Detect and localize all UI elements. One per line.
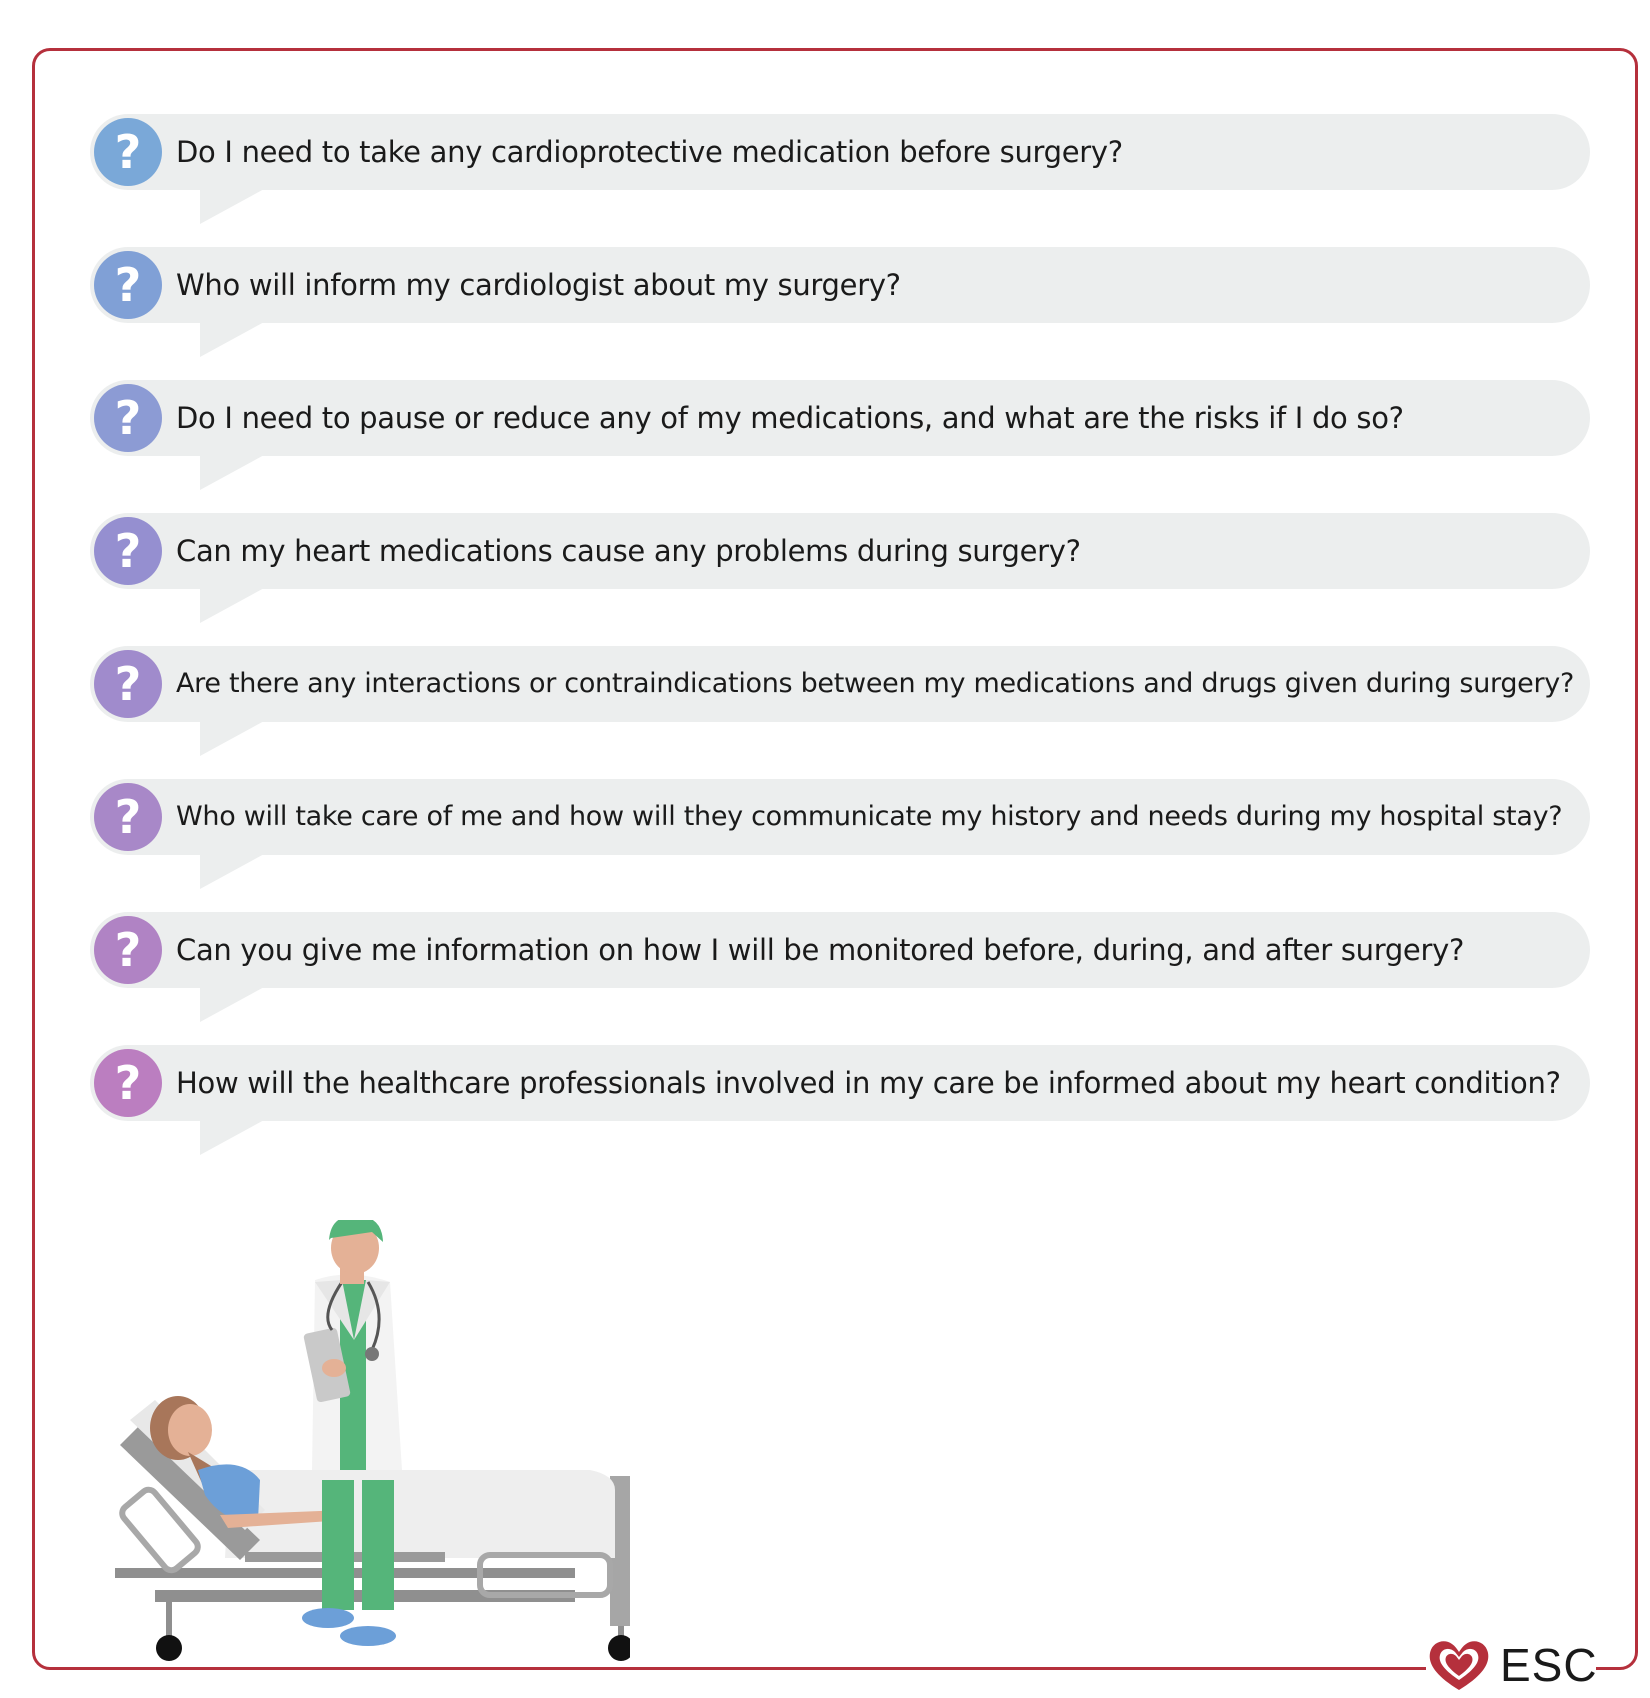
question-text: Can you give me information on how I will be monitored before, during, and after surgery? bbox=[176, 933, 1465, 967]
speech-bubble-tail bbox=[200, 321, 266, 357]
patient-doctor-illustration bbox=[110, 1220, 630, 1670]
question-mark-icon: ? bbox=[94, 118, 162, 186]
speech-bubble-tail bbox=[200, 986, 266, 1022]
speech-bubble-tail bbox=[200, 720, 266, 756]
question-text: Do I need to take any cardioprotective medication before surgery? bbox=[176, 135, 1123, 169]
question-item bbox=[90, 1045, 1590, 1121]
question-text: How will the healthcare professionals involved in my care be informed about my heart condition? bbox=[176, 1066, 1561, 1100]
speech-bubble-tail bbox=[200, 188, 266, 224]
doctor-hand bbox=[322, 1359, 346, 1377]
question-text: Do I need to pause or reduce any of my medications, and what are the risks if I do so? bbox=[176, 401, 1404, 435]
speech-bubble-tail bbox=[200, 853, 266, 889]
wheel-right-icon bbox=[608, 1635, 630, 1661]
question-item bbox=[90, 247, 1590, 323]
question-text: Who will take care of me and how will they communicate my history and needs during my hospital stay? bbox=[176, 801, 1563, 832]
speech-bubble-tail bbox=[200, 454, 266, 490]
question-mark-icon: ? bbox=[94, 517, 162, 585]
question-mark-icon: ? bbox=[94, 650, 162, 718]
esc-logo-text: ESC bbox=[1500, 1639, 1598, 1691]
esc-logo bbox=[1426, 1636, 1598, 1691]
speech-bubble-tail bbox=[200, 587, 266, 623]
doctor-shoe-right bbox=[340, 1626, 396, 1646]
wheel-left-icon bbox=[156, 1635, 182, 1661]
doctor-leg-left bbox=[322, 1480, 354, 1610]
question-text: Who will inform my cardiologist about my surgery? bbox=[176, 268, 901, 302]
question-item bbox=[90, 513, 1590, 589]
question-mark-icon: ? bbox=[94, 916, 162, 984]
question-mark-icon: ? bbox=[94, 251, 162, 319]
question-text: Can my heart medications cause any problems during surgery? bbox=[176, 534, 1081, 568]
question-item bbox=[90, 779, 1590, 855]
question-item bbox=[90, 912, 1590, 988]
heart-logo-icon bbox=[1426, 1636, 1492, 1694]
question-text: Are there any interactions or contraindications between my medications and drugs given during surgery? bbox=[176, 668, 1575, 699]
question-mark-icon: ? bbox=[94, 1049, 162, 1117]
patient-face bbox=[168, 1404, 212, 1456]
doctor-shoe-left bbox=[302, 1608, 354, 1628]
doctor-leg-right bbox=[362, 1480, 394, 1610]
question-item bbox=[90, 380, 1590, 456]
question-item bbox=[90, 646, 1590, 722]
question-mark-icon: ? bbox=[94, 384, 162, 452]
speech-bubble-tail bbox=[200, 1119, 266, 1155]
question-mark-icon: ? bbox=[94, 783, 162, 851]
question-item bbox=[90, 114, 1590, 190]
stethoscope-chest-piece bbox=[365, 1347, 379, 1361]
